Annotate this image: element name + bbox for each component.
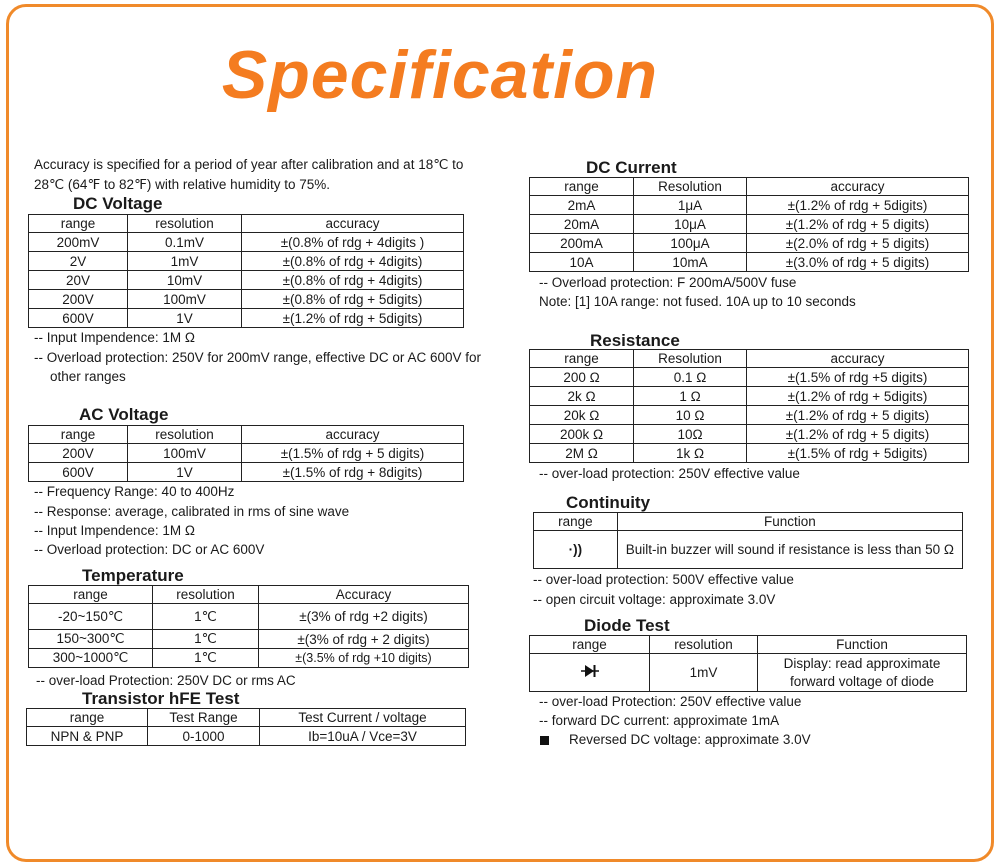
col-header: accuracy: [747, 178, 969, 196]
table-header-row: [534, 513, 963, 531]
table-row: [29, 463, 464, 482]
cell: ±(3.0% of rdg + 5 digits): [747, 253, 969, 272]
col-header: range: [29, 426, 128, 444]
cell: Built-in buzzer will sound if resistance is less than 50 Ω: [617, 531, 962, 569]
cell: 1k Ω: [634, 444, 747, 463]
cell: 200V: [29, 444, 128, 463]
cell: 10A: [530, 253, 634, 272]
col-header: accuracy: [242, 215, 464, 233]
table-row: [530, 196, 969, 215]
intro-line-1: Accuracy is specified for a period of year after calibration and at 18℃ to: [34, 157, 464, 172]
col-header: resolution: [650, 636, 758, 654]
continuity-heading: Continuity: [566, 493, 651, 512]
temperature-heading: Temperature: [82, 566, 184, 585]
cell: ±(3.5% of rdg +10 digits): [259, 649, 469, 668]
col-header: Accuracy: [259, 586, 469, 604]
table-row: [530, 387, 969, 406]
col-header: resolution: [128, 426, 242, 444]
cell: 1V: [128, 309, 242, 328]
cell: NPN & PNP: [27, 727, 148, 746]
cell: 10mV: [128, 271, 242, 290]
table-row: [530, 368, 969, 387]
table-header-row: [29, 586, 469, 604]
cell: 1 Ω: [634, 387, 747, 406]
cell: 1V: [128, 463, 242, 482]
table-header-row: [29, 426, 464, 444]
col-header: Resolution: [634, 178, 747, 196]
dc-current-note: Note: [1] 10A range: not fused. 10A up to 10 seconds: [539, 294, 856, 309]
cell: ±(1.2% of rdg + 5 digits): [747, 215, 969, 234]
temperature-note: -- over-load Protection: 250V DC or rms AC: [36, 673, 296, 688]
cell: 1mV: [650, 654, 758, 692]
diode-function-line: Display: read approximate: [783, 655, 941, 671]
table-row: [530, 253, 969, 272]
cell: 200mA: [530, 234, 634, 253]
resistance-table: [529, 349, 969, 463]
table-header-row: [530, 636, 967, 654]
cell: Ib=10uA / Vce=3V: [260, 727, 466, 746]
col-header: range: [27, 709, 148, 727]
ac-voltage-heading: AC Voltage: [79, 405, 169, 424]
dc-voltage-note: -- Overload protection: 250V for 200mV range, effective DC or AC 600V for: [34, 350, 481, 365]
cell: 10Ω: [634, 425, 747, 444]
table-row: [530, 654, 967, 692]
cell: 600V: [29, 309, 128, 328]
cell: 2M Ω: [530, 444, 634, 463]
dc-current-heading: DC Current: [586, 158, 677, 177]
col-header: range: [530, 636, 650, 654]
table-row: [29, 271, 464, 290]
col-header: Resolution: [634, 350, 747, 368]
dc-voltage-table: [28, 214, 464, 328]
col-header: resolution: [128, 215, 242, 233]
cell: ±(1.5% of rdg +5 digits): [747, 368, 969, 387]
cell: 2k Ω: [530, 387, 634, 406]
cell: ±(1.5% of rdg + 5digits): [747, 444, 969, 463]
table-row: [530, 234, 969, 253]
continuity-note: -- open circuit voltage: approximate 3.0V: [533, 592, 776, 607]
table-row: [29, 630, 469, 649]
table-header-row: [530, 350, 969, 368]
cell: 200V: [29, 290, 128, 309]
page-title: Specification: [221, 37, 659, 113]
cell: 1mV: [128, 252, 242, 271]
buzzer-icon: ·)): [534, 531, 618, 569]
cell: ±(0.8% of rdg + 4digits ): [242, 233, 464, 252]
cell: ±(1.2% of rdg + 5digits): [242, 309, 464, 328]
table-row: [29, 233, 464, 252]
cell: 20V: [29, 271, 128, 290]
dc-current-table: [529, 177, 969, 272]
table-row: [29, 604, 469, 630]
col-header: Function: [758, 636, 967, 654]
diode-note: [540, 730, 811, 750]
ac-voltage-note: -- Overload protection: DC or AC 600V: [34, 542, 265, 557]
diode-note: -- forward DC current: approximate 1mA: [539, 713, 780, 728]
cell: ±(1.5% of rdg + 8digits): [242, 463, 464, 482]
col-header: range: [530, 350, 634, 368]
diode-function-line: forward voltage of diode: [789, 673, 935, 689]
table-row: [29, 649, 469, 668]
cell: ±(1.2% of rdg + 5digits): [747, 387, 969, 406]
cell: ±(3% of rdg +2 digits): [259, 604, 469, 630]
cell: 1℃: [153, 649, 259, 668]
dc-voltage-note: other ranges: [50, 369, 126, 384]
table-row: [29, 309, 464, 328]
cell: -20~150℃: [29, 604, 153, 630]
table-row: [29, 290, 464, 309]
cell: ±(0.8% of rdg + 5digits): [242, 290, 464, 309]
table-row: [530, 215, 969, 234]
continuity-note: -- over-load protection: 500V effective value: [533, 572, 794, 587]
cell: 2V: [29, 252, 128, 271]
cell: ±(1.5% of rdg + 5 digits): [242, 444, 464, 463]
cell: ±(0.8% of rdg + 4digits): [242, 252, 464, 271]
cell: 600V: [29, 463, 128, 482]
ac-voltage-note: -- Response: average, calibrated in rms of sine wave: [34, 504, 350, 519]
table-header-row: [29, 215, 464, 233]
col-header: accuracy: [747, 350, 969, 368]
diode-note-text: Reversed DC voltage: approximate 3.0V: [569, 732, 811, 747]
cell: 200mV: [29, 233, 128, 252]
ac-voltage-note: -- Input Impendence: 1M Ω: [34, 523, 195, 538]
cell: 150~300℃: [29, 630, 153, 649]
cell: 10mA: [634, 253, 747, 272]
cell: ±(1.2% of rdg + 5 digits): [747, 406, 969, 425]
table-row: [534, 531, 963, 569]
col-header: range: [29, 586, 153, 604]
table-row: [27, 727, 466, 746]
bullet-square-icon: [540, 736, 549, 745]
diode-icon: [530, 654, 650, 692]
cell: 200 Ω: [530, 368, 634, 387]
cell: 0-1000: [148, 727, 260, 746]
temperature-table: [28, 585, 469, 668]
diode-heading: Diode Test: [584, 616, 670, 635]
continuity-table: [533, 512, 963, 569]
table-header-row: [27, 709, 466, 727]
table-row: [530, 406, 969, 425]
diode-table: [529, 635, 967, 692]
intro-line-2: 28℃ (64℉ to 82℉) with relative humidity to 75%.: [34, 177, 330, 192]
col-header: accuracy: [242, 426, 464, 444]
dc-voltage-note: -- Input Impendence: 1M Ω: [34, 330, 195, 345]
cell: 200k Ω: [530, 425, 634, 444]
table-row: [530, 444, 969, 463]
ac-voltage-table: [28, 425, 464, 482]
cell: 10 Ω: [634, 406, 747, 425]
cell: 1℃: [153, 604, 259, 630]
cell: ±(0.8% of rdg + 4digits): [242, 271, 464, 290]
table-row: [530, 425, 969, 444]
cell: ±(2.0% of rdg + 5 digits): [747, 234, 969, 253]
dc-current-note: -- Overload protection: F 200mA/500V fuse: [539, 275, 797, 290]
cell: 20mA: [530, 215, 634, 234]
col-header: range: [534, 513, 618, 531]
col-header: range: [530, 178, 634, 196]
cell: ±(1.2% of rdg + 5 digits): [747, 425, 969, 444]
dc-voltage-heading: DC Voltage: [73, 194, 163, 213]
cell: 100mV: [128, 444, 242, 463]
cell: 100μA: [634, 234, 747, 253]
resistance-heading: Resistance: [590, 331, 680, 350]
table-header-row: [530, 178, 969, 196]
cell: 1℃: [153, 630, 259, 649]
transistor-heading: Transistor hFE Test: [82, 689, 240, 708]
cell: 0.1mV: [128, 233, 242, 252]
col-header: Test Range: [148, 709, 260, 727]
cell: 1μA: [634, 196, 747, 215]
col-header: range: [29, 215, 128, 233]
cell: ±(3% of rdg + 2 digits): [259, 630, 469, 649]
table-row: [29, 444, 464, 463]
cell: 2mA: [530, 196, 634, 215]
transistor-table: [26, 708, 466, 746]
cell: 20k Ω: [530, 406, 634, 425]
col-header: resolution: [153, 586, 259, 604]
cell: 300~1000℃: [29, 649, 153, 668]
cell: ±(1.2% of rdg + 5digits): [747, 196, 969, 215]
cell: 10μA: [634, 215, 747, 234]
cell: [758, 654, 967, 692]
resistance-note: -- over-load protection: 250V effective value: [539, 466, 800, 481]
cell: 0.1 Ω: [634, 368, 747, 387]
col-header: Test Current / voltage: [260, 709, 466, 727]
ac-voltage-note: -- Frequency Range: 40 to 400Hz: [34, 484, 235, 499]
table-row: [29, 252, 464, 271]
cell: 100mV: [128, 290, 242, 309]
col-header: Function: [617, 513, 962, 531]
diode-note: -- over-load Protection: 250V effective value: [539, 694, 802, 709]
